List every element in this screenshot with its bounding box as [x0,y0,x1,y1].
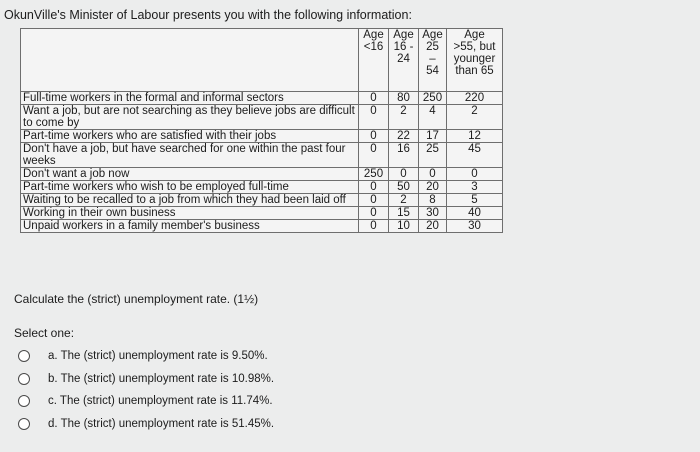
cell-value: 30 [447,220,503,233]
option-d-text: d. The (strict) unemployment rate is 51.45%. [48,417,275,430]
cell-value: 20 [419,181,447,194]
cell-value: 0 [359,130,389,143]
option-c[interactable] [18,390,274,413]
cell-value: 0 [359,105,389,130]
row-label: Unpaid workers in a family member's business [21,220,359,233]
select-one-label: Select one: [14,326,75,340]
table-row [21,130,503,143]
cell-value: 12 [447,130,503,143]
row-label: Don't want a job now [21,168,359,181]
option-d[interactable] [18,413,274,436]
header-age-under-16: Age <16 [359,29,389,92]
cell-value: 45 [447,143,503,168]
table-row [21,143,503,168]
cell-value: 2 [447,105,503,130]
cell-value: 17 [419,130,447,143]
cell-value: 220 [447,92,503,105]
cell-value: 0 [359,181,389,194]
cell-value: 3 [447,181,503,194]
table-row [21,92,503,105]
header-blank [21,29,359,92]
cell-value: 50 [389,181,419,194]
question-text: Calculate the (strict) unemployment rate. (1½) [14,292,259,306]
radio-button-a[interactable] [18,350,30,362]
header-age-16-24: Age 16 - 24 [389,29,419,92]
cell-value: 16 [389,143,419,168]
cell-value: 2 [389,194,419,207]
row-label: Waiting to be recalled to a job from which they had been laid off [21,194,359,207]
table-row [21,220,503,233]
cell-value: 250 [359,168,389,181]
cell-value: 80 [389,92,419,105]
cell-value: 0 [359,194,389,207]
row-label: Want a job, but are not searching as they believe jobs are difficult to come by [21,105,359,130]
radio-button-d[interactable] [18,418,30,430]
table-row [21,181,503,194]
option-a-text: a. The (strict) unemployment rate is 9.50%. [48,350,268,363]
cell-value: 40 [447,207,503,220]
cell-value: 0 [419,168,447,181]
cell-value: 0 [389,168,419,181]
cell-value: 15 [389,207,419,220]
radio-button-b[interactable] [18,373,30,385]
option-b-text: b. The (strict) unemployment rate is 10.98%. [48,372,275,385]
option-c-text: c. The (strict) unemployment rate is 11.74%. [48,395,273,408]
option-a[interactable] [18,345,274,368]
table-row [21,168,503,181]
cell-value: 8 [419,194,447,207]
cell-value: 25 [419,143,447,168]
cell-value: 5 [447,194,503,207]
cell-value: 0 [359,207,389,220]
cell-value: 4 [419,105,447,130]
cell-value: 20 [419,220,447,233]
cell-value: 0 [447,168,503,181]
cell-value: 22 [389,130,419,143]
row-label: Full-time workers in the formal and informal sectors [21,92,359,105]
cell-value: 0 [359,92,389,105]
labour-data-table [20,28,503,233]
row-label: Part-time workers who are satisfied with their jobs [21,130,359,143]
table-row [21,194,503,207]
cell-value: 10 [389,220,419,233]
cell-value: 2 [389,105,419,130]
option-b[interactable] [18,368,274,391]
cell-value: 250 [419,92,447,105]
row-label: Part-time workers who wish to be employed full-time [21,181,359,194]
row-label: Working in their own business [21,207,359,220]
intro-text: OkunVille's Minister of Labour presents you with the following information: [4,8,412,22]
table-header-row [21,29,503,92]
table-row [21,207,503,220]
answer-options [18,345,274,435]
header-age-25-54: Age 25 – 54 [419,29,447,92]
cell-value: 0 [359,143,389,168]
radio-button-c[interactable] [18,395,30,407]
cell-value: 0 [359,220,389,233]
table-row [21,105,503,130]
row-label: Don't have a job, but have searched for one within the past four weeks [21,143,359,168]
cell-value: 30 [419,207,447,220]
header-age-55-65: Age >55, but younger than 65 [447,29,503,92]
